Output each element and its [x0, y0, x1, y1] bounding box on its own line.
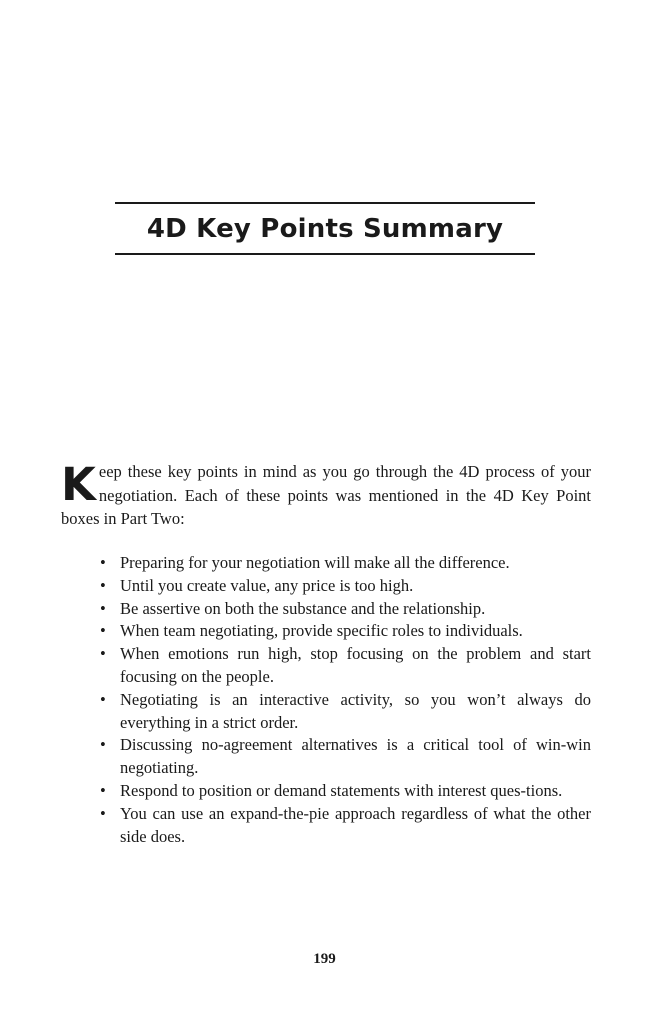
list-item-text: Negotiating is an interactive activity, so you won’t always do everything in a strict order.: [120, 689, 591, 732]
bullet-icon: •: [100, 803, 106, 823]
bullet-icon: •: [100, 621, 106, 641]
list-item: [100, 643, 591, 689]
bullet-icon: •: [100, 598, 106, 618]
list-item: [100, 780, 591, 803]
title-rule-top: [115, 202, 535, 204]
list-item: [100, 734, 591, 780]
drop-cap: K: [61, 458, 96, 511]
list-item-text: Until you create value, any price is too high.: [120, 575, 414, 595]
list-item: [100, 598, 591, 621]
chapter-title: 4D Key Points Summary: [146, 214, 504, 244]
page-number: 199: [313, 951, 336, 967]
list-item-text: Respond to position or demand statements with interest ques-tions.: [120, 780, 563, 800]
bullet-icon: •: [100, 735, 106, 755]
list-item-text: Discussing no-agreement alternatives is a critical tool of win-win negotiating.: [120, 735, 591, 778]
bullet-icon: •: [100, 575, 106, 595]
title-rule-bottom: [115, 253, 535, 255]
list-item: [100, 803, 591, 849]
list-item-text: Preparing for your negotiation will make all the difference.: [120, 553, 510, 572]
list-item-text: You can use an expand-the-pie approach regardless of what the other side does.: [120, 803, 591, 846]
list-item: [100, 620, 591, 643]
bullet-icon: •: [100, 553, 106, 572]
list-item: [100, 575, 591, 598]
key-points-list: [100, 552, 591, 848]
list-item-text: When emotions run high, stop focusing on the problem and start focusing on the people.: [120, 644, 591, 686]
bullet-icon: •: [100, 689, 106, 709]
bullet-icon: •: [100, 644, 106, 664]
list-item: [100, 552, 591, 575]
list-item: [100, 689, 591, 735]
list-item-text: Be assertive on both the substance and the relationship.: [120, 598, 486, 618]
intro-text: eep these key points in mind as you go through the 4D process of your negotiation. Each of these points was mentioned in the 4D Key Point boxes in Part Two:: [61, 462, 591, 528]
list-item-text: When team negotiating, provide specific roles to individuals.: [120, 621, 523, 641]
intro-paragraph: [61, 460, 591, 531]
bullet-icon: •: [100, 780, 106, 800]
